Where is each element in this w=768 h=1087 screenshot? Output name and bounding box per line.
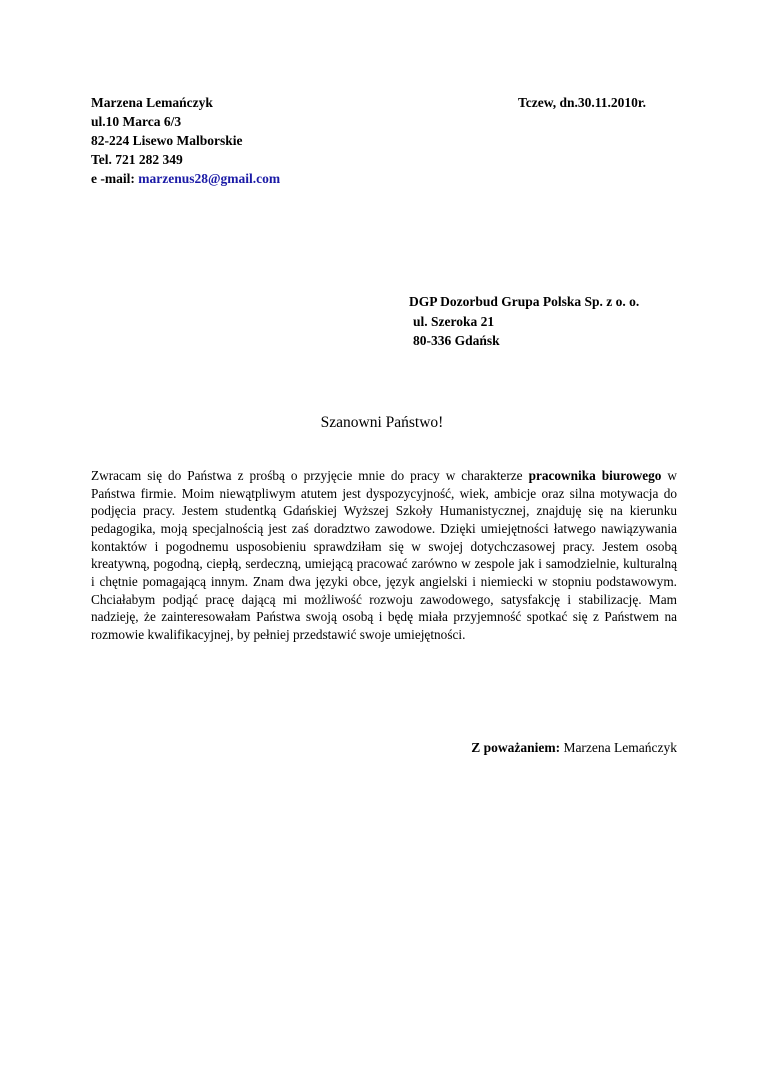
place-date: Tczew, dn.30.11.2010r. <box>518 95 647 110</box>
closing-lead: Z poważaniem: <box>471 740 561 755</box>
recipient-city: 80-336 Gdańsk <box>413 333 500 348</box>
sender-email-label: e -mail: <box>91 171 135 186</box>
recipient-company: DGP Dozorbud Grupa Polska Sp. z o. o. <box>409 294 640 309</box>
sender-street: ul.10 Marca 6/3 <box>91 114 182 129</box>
sender-name: Marzena Lemańczyk <box>91 95 213 110</box>
body-part-2: w Państwa firmie. Moim niewątpliwym atutem jest dyspozycyjność, wiek, ambicje oraz silna motywacja do podjęcia pracy. Jestem studentką Gdańskiej Wyższej Szkoły Humanistycznej, znajduję się na kierunku pedagogika, moją specjalnością jest zaś doradztwo zawodowe. Dzięki umiejętności łatwego nawiązywania kontaktów i pogodnemu usposobieniu sprawdziłam się w swojej dotychczasowej pracy. Jestem osobą kreatywną, pogodną, ciepłą, serdeczną, umiejącą pracować zarówno w zespole jak i samodzielnie, kulturalną i chętnie pomagającą innym. Znam dwa języki obce, język angielski i niemiecki w stopniu podstawowym. Chciałabym podjąć pracę dającą mi możliwość rozwoju zawodowego, satysfakcję i stabilizację. Mam nadzieję, że zainteresowałam Państwa swoją osobą i będę miała przyjemność spotkać się z Państwem na rozmowie kwalifikacyjnej, by pełniej przedstawić swoje umiejętności. <box>91 468 677 642</box>
sender-email-line <box>91 169 280 188</box>
recipient-street: ul. Szeroka 21 <box>413 313 495 329</box>
signature-block <box>471 738 677 757</box>
salutation-line <box>0 413 768 433</box>
sender-phone: Tel. 721 282 349 <box>91 152 183 167</box>
sender-block <box>91 93 280 188</box>
body-part-1: Zwracam się do Państwa z prośbą o przyjęcie mnie do pracy w charakterze <box>91 468 529 483</box>
recipient-block <box>409 292 639 351</box>
body-position-bold: pracownika biurowego <box>528 468 662 483</box>
sender-city: 82-224 Lisewo Malborskie <box>91 133 243 148</box>
salutation: Szanowni Państwo! <box>320 414 444 431</box>
sender-email-link[interactable]: marzenus28@gmail.com <box>138 171 281 186</box>
letter-body <box>91 467 677 644</box>
closing-name: Marzena Lemańczyk <box>563 740 677 755</box>
